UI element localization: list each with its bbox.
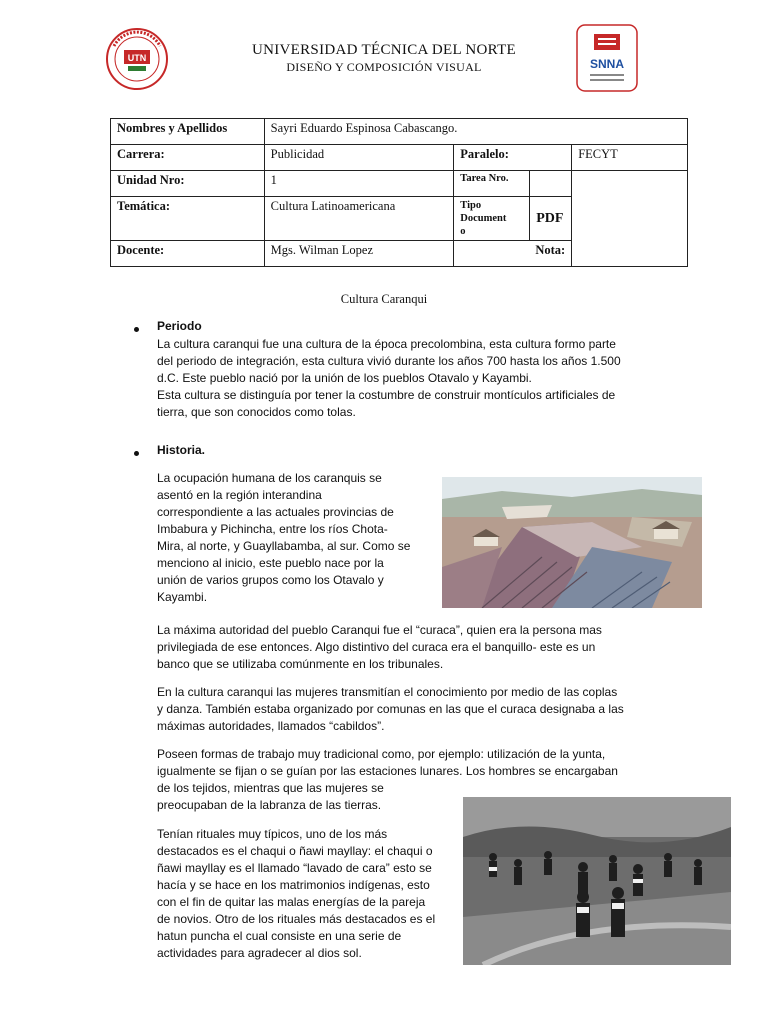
section-heading-periodo: Periodo	[157, 319, 202, 333]
text-line: banco que se utilizaba comúnmente en los tribunales.	[157, 657, 444, 671]
text-line: con el fin de quitar las malas energías de la pareja	[157, 895, 426, 909]
career-label: Carrera:	[111, 145, 265, 171]
task-value	[530, 171, 572, 197]
doc-type-value: PDF	[530, 197, 572, 241]
course-subtitle: DISEÑO Y COMPOSICIÓN VISUAL	[286, 60, 482, 74]
text-line: ñawi mayllay es el llamado “lavado de cara” esto se	[157, 861, 432, 875]
text-line: asentó en la región interandina	[157, 488, 322, 502]
doc-type-label	[454, 197, 530, 241]
text-line: de novios. Otro de los rituales más destacados es el	[157, 912, 436, 926]
task-label: Tarea Nro.	[454, 171, 530, 197]
historia-paragraph-1	[157, 470, 442, 606]
text-line: d.C. Este pueblo nació por la unión de los pueblos Otavalo y Kayambi.	[157, 371, 532, 385]
text-line: Poseen formas de trabajo muy tradicional como, por ejemplo: utilización de la yunta,	[157, 747, 606, 761]
teacher-value: Mgs. Wilman Lopez	[264, 241, 454, 267]
bullet-historia	[134, 451, 139, 456]
caranqui-settlement-illustration	[442, 477, 702, 608]
section-periodo-body	[157, 336, 697, 421]
topic-value: Cultura Latinoamericana	[264, 197, 454, 241]
text-line: tierra, que son conocidos como tolas.	[157, 405, 356, 419]
career-value: Publicidad	[264, 145, 454, 171]
grade-label: Nota:	[454, 241, 572, 267]
historia-paragraph-2	[157, 622, 697, 673]
parallel-value: FECYT	[572, 145, 688, 171]
text-line: actividades para agradecer al dios sol.	[157, 946, 362, 960]
text-line: Kayambi.	[157, 590, 208, 604]
doc-type-label-1: Tipo	[460, 200, 482, 211]
text-line: menciono al inicio, este pueblo nace por la	[157, 556, 384, 570]
utn-seal-icon	[104, 28, 170, 90]
historia-paragraph-3	[157, 684, 697, 735]
text-line: privilegiada de ese entonces. Algo distintivo del curaca era el banquillo- este es un	[157, 640, 596, 654]
text-line: En la cultura caranqui las mujeres transmitían el conocimiento por medio de las coplas	[157, 685, 618, 699]
text-line: igualmente se fijan o se guían por las estaciones lunares. Los hombres se encargaban	[157, 764, 618, 778]
text-line: destacados es el chaqui o ñawi mayllay: el chaqui o	[157, 844, 433, 858]
student-info-table	[110, 118, 688, 267]
text-line: máximas autoridades, llamados “cabildos”.	[157, 719, 385, 733]
university-title: UNIVERSIDAD TÉCNICA DEL NORTE	[251, 42, 517, 58]
text-line: Esta cultura se distinguía por tener la costumbre de construir montículos artificiales de	[157, 388, 616, 402]
historia-paragraph-5	[157, 826, 457, 962]
teacher-label: Docente:	[111, 241, 265, 267]
bullet-periodo	[134, 327, 139, 332]
text-line: La ocupación humana de los caranquis se	[157, 471, 382, 485]
text-line: y danza. También estaba organizado por comunas en las que el curaca designaba a las	[157, 702, 624, 716]
topic-label: Temática:	[111, 197, 265, 241]
text-line: unión de varios grupos como los Otavalo y	[157, 573, 384, 587]
snna-logo-text: SNNA	[589, 57, 625, 71]
text-line: hacía y se hace en los matrimonios indígenas, esto	[157, 878, 430, 892]
utn-seal-abbr: UTN	[127, 53, 147, 63]
text-line: hatun puncha el cual consiste en una serie de	[157, 929, 402, 943]
names-label: Nombres y Apellidos	[111, 119, 265, 145]
document-title: Cultura Caranqui	[340, 292, 428, 306]
text-line: La máxima autoridad del pueblo Caranqui fue el “curaca”, quien era la persona mas	[157, 623, 602, 637]
ritual-gathering-photo	[463, 797, 731, 965]
grade-value	[572, 171, 688, 267]
doc-type-label-2: Document	[460, 213, 507, 224]
unit-value: 1	[264, 171, 454, 197]
text-line: Mira, al norte, y Guayllabamba, al sur. Como se	[157, 539, 411, 553]
text-line: del periodo de integración, esta cultura vivió durante los años 700 hasta los años 1.500	[157, 354, 621, 368]
parallel-label: Paralelo:	[454, 145, 572, 171]
text-line: preocupaban de la labranza de las tierras.	[157, 798, 382, 812]
doc-type-label-3: o	[460, 226, 466, 237]
section-heading-historia: Historia.	[157, 443, 206, 457]
names-value: Sayri Eduardo Espinosa Cabascango.	[264, 119, 687, 145]
text-line: Tenían rituales muy típicos, uno de los más	[157, 827, 388, 841]
text-line: correspondiente a las actuales provincias de	[157, 505, 394, 519]
text-line: de los tejidos, mientras que las mujeres se	[157, 781, 384, 795]
text-line: La cultura caranqui fue una cultura de la época precolombina, esta cultura formo parte	[157, 337, 616, 351]
unit-label: Unidad Nro:	[111, 171, 265, 197]
text-line: Imbabura y Pichincha, entre los ríos Chota-	[157, 522, 388, 536]
